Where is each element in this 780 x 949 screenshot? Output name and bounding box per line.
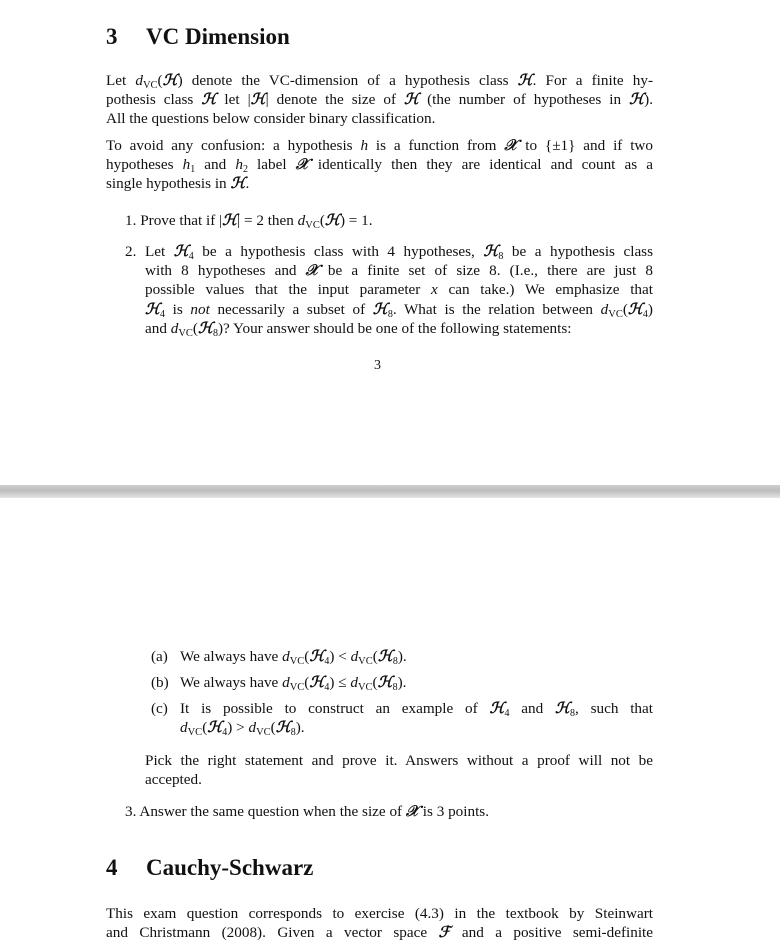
section-4-heading xyxy=(106,855,313,881)
clarification-paragraph xyxy=(106,136,653,194)
section-number: 3 xyxy=(106,24,118,49)
text-line: possible values that the input parameter x can take.) We emphasize that xyxy=(145,281,653,299)
section-title: Cauchy-Schwarz xyxy=(146,855,314,880)
text-line: Let ℋ4 be a hypothesis class with 4 hypotheses, ℋ8 be a hypothesis class xyxy=(145,243,654,262)
question-text: 1. Prove that if |ℋ| = 2 then $d_{VC}(ℋ) = 1$. xyxy=(125,212,373,231)
option-c-label: (c) xyxy=(151,700,168,717)
text-line: Pick the right statement and prove it. Answers without a proof will not be xyxy=(145,752,653,769)
instruction-paragraph xyxy=(145,751,653,789)
option-a-label: (a) xyxy=(151,648,168,665)
section-4-paragraph xyxy=(106,904,653,942)
question-1 xyxy=(125,211,373,230)
text-line: with 8 hypotheses and 𝒳 be a finite set of size 8. (I.e., there are just 8 xyxy=(145,262,654,280)
text-line: pothesis class ℋ let |ℋ| denote the size of ℋ (the number of hypotheses in ℋ). xyxy=(106,91,653,109)
text-line: and Christmann (2008). Given a vector space ℱ and a positive semi-definite xyxy=(106,924,654,942)
text-line: hypotheses h1 and h2 label 𝒳 identically then they are identical and count as a xyxy=(106,156,654,176)
text-line: and $d_{VC}(ℋ8)$? Your answer should be one of the following statements: xyxy=(145,319,572,339)
text-line: single hypothesis in ℋ. xyxy=(106,175,250,193)
text-line: This exam question corresponds to exercise (4.3) in the textbook by Steinwart xyxy=(106,905,653,922)
question-3: 3. Answer the same question when the size of 𝒳 is 3 points. xyxy=(125,803,490,820)
page-break xyxy=(0,485,780,498)
text-line: To avoid any confusion: a hypothesis h is a function from 𝒳 to {±1} and if two xyxy=(106,137,653,154)
option-b: We always have $d_{VC}(ℋ4)$ ≤ $d_{VC}(ℋ8)$. xyxy=(180,674,407,693)
text-line: All the questions below consider binary classification. xyxy=(106,110,436,128)
question-number: 3. xyxy=(125,803,137,820)
question-2-number: 2. xyxy=(125,243,137,260)
intro-paragraph xyxy=(106,71,653,129)
text-line: Let $d_{VC}(ℋ)$ denote the VC-dimension of a hypothesis class ℋ. For a finite hy- xyxy=(106,72,654,91)
question-2 xyxy=(145,242,653,338)
text-line: accepted. xyxy=(145,771,202,789)
option-b-label: (b) xyxy=(151,674,169,691)
option-a: We always have $d_{VC}(ℋ4)$ < $d_{VC}(ℋ8)$. xyxy=(180,648,407,667)
page-number: 3 xyxy=(374,358,381,373)
section-3-heading xyxy=(106,24,290,50)
option-c: It is possible to construct an example of ℋ4 and ℋ8, such that $d_{VC}(ℋ4)$ > $d_{VC}(ℋ8)$. xyxy=(180,700,653,739)
text-line: ℋ4 is not necessarily a subset of ℋ8. What is the relation between $d_{VC}(ℋ4)$ xyxy=(145,300,653,320)
section-number: 4 xyxy=(106,855,118,880)
section-title: VC Dimension xyxy=(146,24,290,49)
question-number: 1. xyxy=(125,212,137,229)
